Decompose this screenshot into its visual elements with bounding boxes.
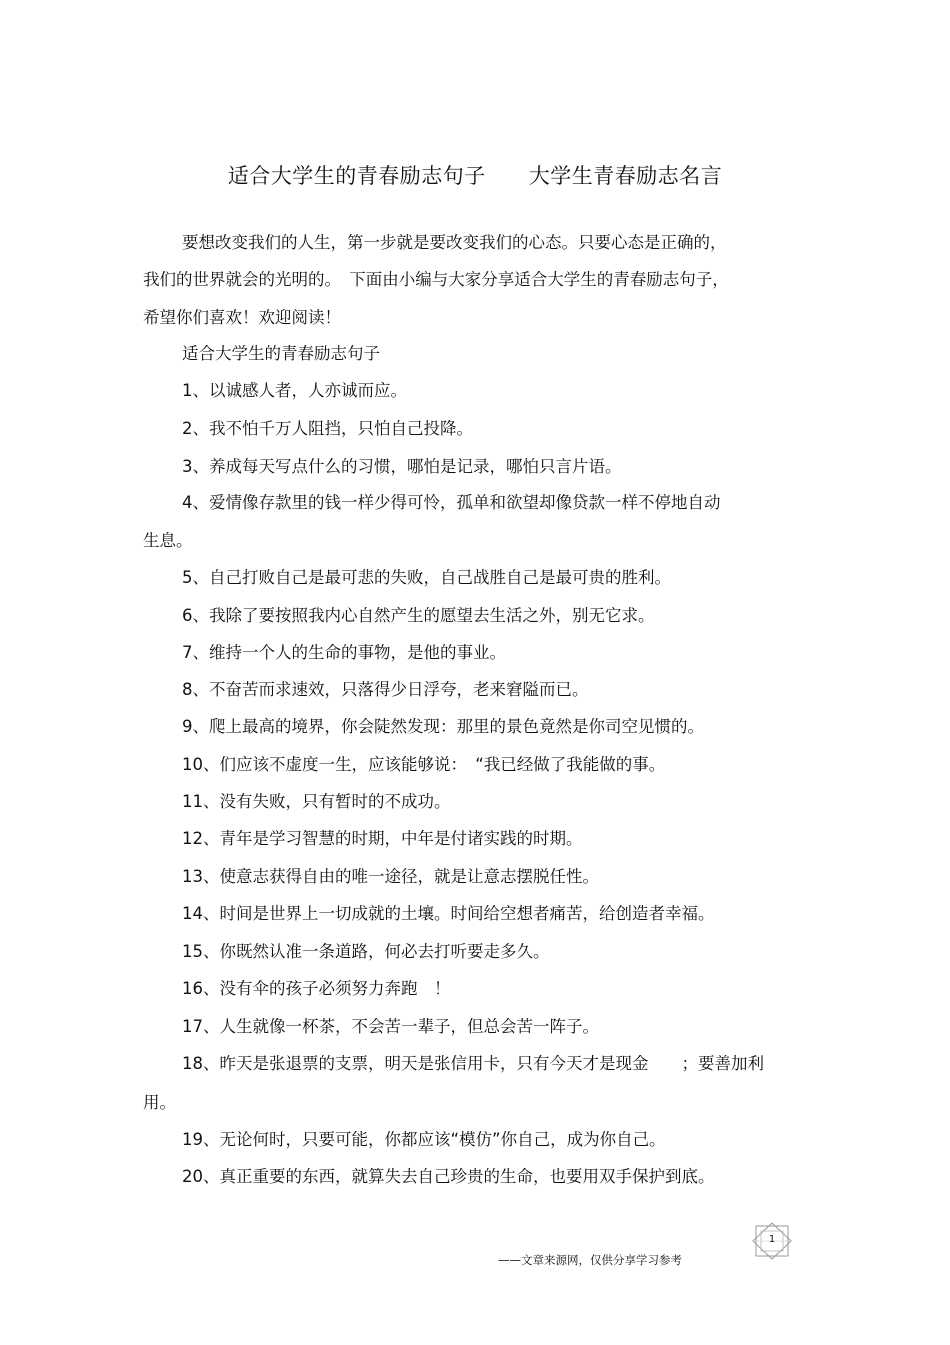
list-item-continuation: 生息。 xyxy=(143,531,193,550)
list-item: 20、真正重要的东西，就算失去自己珍贵的生命，也要用双手保护到底。 xyxy=(182,1167,715,1186)
list-item: 16、没有伞的孩子必须努力奔跑 ！ xyxy=(182,979,451,998)
list-item: 15、你既然认准一条道路，何必去打听要走多久。 xyxy=(182,942,550,961)
page-title: 适合大学生的青春励志句子 大学生青春励志名言 xyxy=(227,164,723,188)
list-item: 18、昨天是张退票的支票，明天是张信用卡，只有今天才是现金 ；要善加利 xyxy=(182,1054,764,1073)
list-item: 10、们应该不虚度一生，应该能够说： “我已经做了我能做的事。 xyxy=(182,755,666,774)
list-item: 9、爬上最高的境界，你会陡然发现：那里的景色竟然是你司空见惯的。 xyxy=(182,717,704,736)
intro-line-3: 希望你们喜欢！欢迎阅读！ xyxy=(143,308,341,327)
list-item-continuation: 用。 xyxy=(143,1093,176,1112)
intro-line-2: 我们的世界就会的光明的。 下面由小编与大家分享适合大学生的青春励志句子， xyxy=(143,270,729,289)
list-item: 5、自己打败自己是最可悲的失败，自己战胜自己是最可贵的胜利。 xyxy=(182,568,671,587)
footer-source-text: ——文章来源网，仅供分享学习参考 xyxy=(498,1253,682,1267)
list-item: 19、无论何时，只要可能，你都应该“模仿”你自己，成为你自己。 xyxy=(182,1130,666,1149)
list-item: 17、人生就像一杯茶，不会苦一辈子，但总会苦一阵子。 xyxy=(182,1017,599,1036)
list-item: 2、我不怕千万人阻挡，只怕自己投降。 xyxy=(182,419,473,438)
page-number: 1 xyxy=(768,1234,776,1245)
list-item: 8、不奋苦而求速效，只落得少日浮夸，老来窘隘而已。 xyxy=(182,680,589,699)
intro-line-1: 要想改变我们的人生，第一步就是要改变我们的心态。只要心态是正确的， xyxy=(182,233,727,252)
list-item: 6、我除了要按照我内心自然产生的愿望去生活之外，别无它求。 xyxy=(182,606,655,625)
list-item: 12、青年是学习智慧的时期，中年是付诸实践的时期。 xyxy=(182,829,583,848)
list-item: 13、使意志获得自由的唯一途径，就是让意志摆脱任性。 xyxy=(182,867,599,886)
list-item: 14、时间是世界上一切成就的土壤。时间给空想者痛苦，给创造者幸福。 xyxy=(182,904,715,923)
list-item: 11、没有失败，只有暂时的不成功。 xyxy=(182,792,451,811)
list-item: 1、以诚感人者，人亦诚而应。 xyxy=(182,381,407,400)
list-item: 7、维持一个人的生命的事物，是他的事业。 xyxy=(182,643,506,662)
list-item: 3、养成每天写点什么的习惯，哪怕是记录，哪怕只言片语。 xyxy=(182,457,622,476)
section-heading: 适合大学生的青春励志句子 xyxy=(182,344,380,363)
list-item: 4、爱情像存款里的钱一样少得可怜，孤单和欲望却像贷款一样不停地自动 xyxy=(182,493,721,512)
